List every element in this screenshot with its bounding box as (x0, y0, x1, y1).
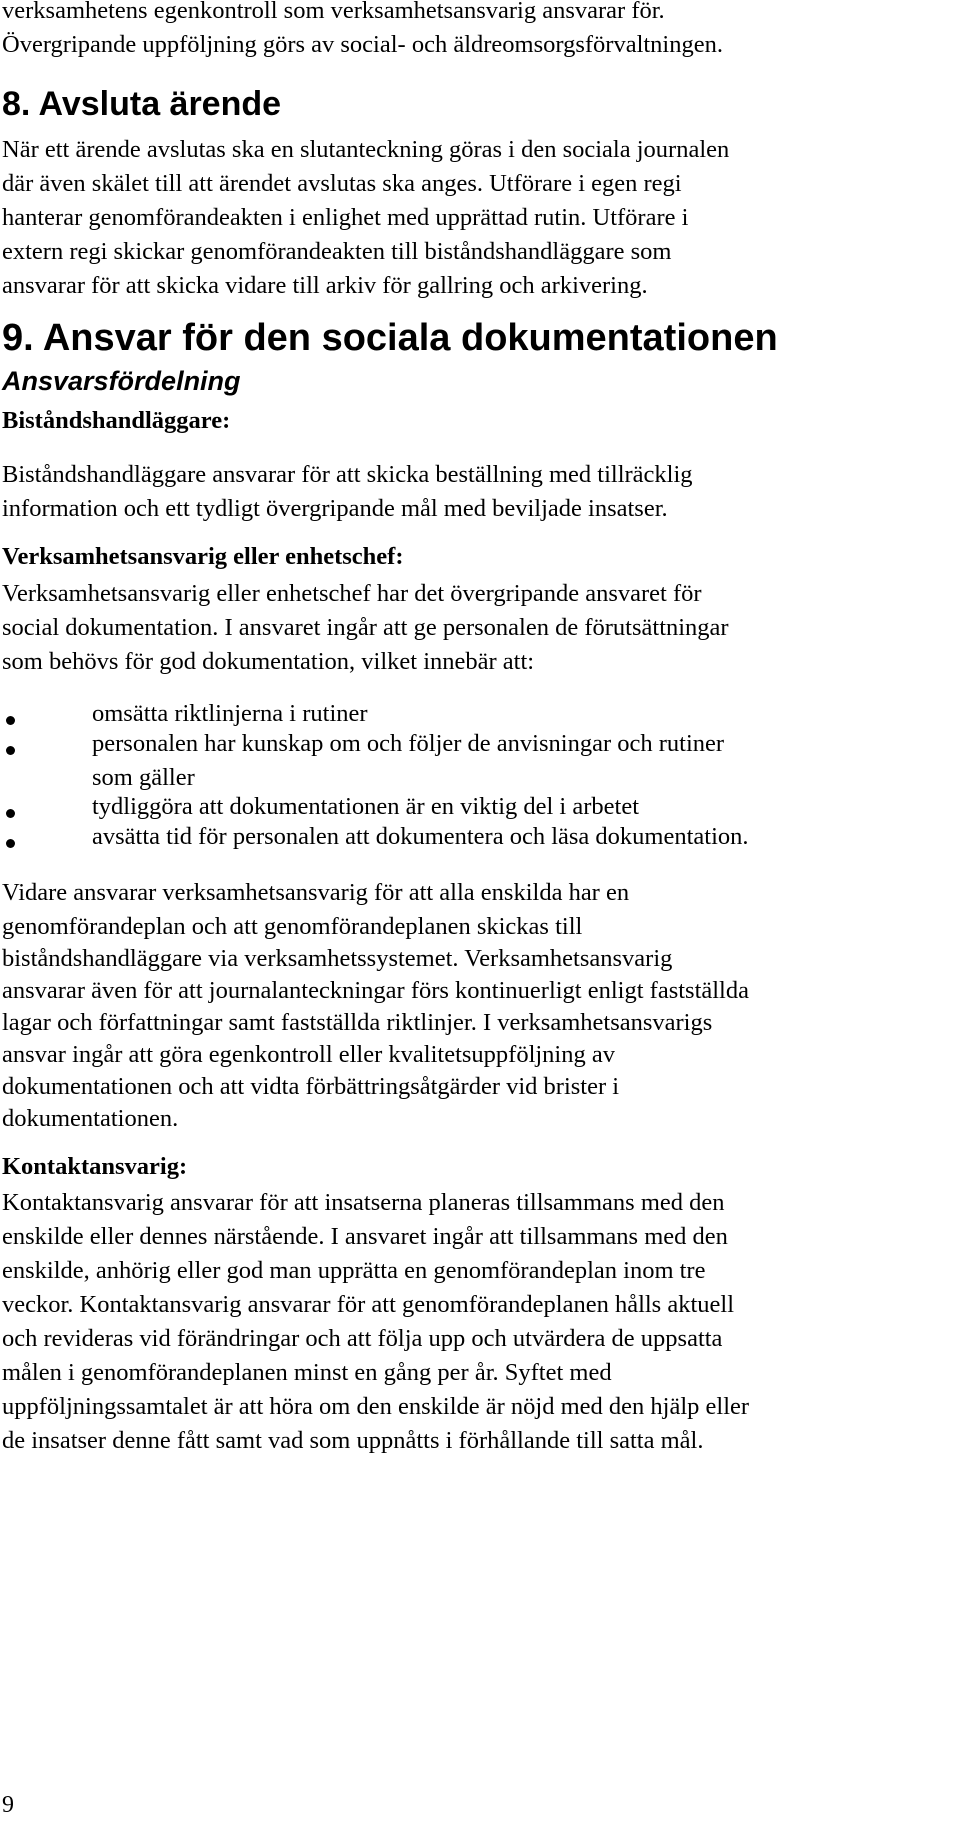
kontakt-line-4: veckor. Kontaktansvarig ansvarar för att genomförandeplanen hålls aktuell (2, 1291, 735, 1318)
kontakt-line-3: enskilde, anhörig eller god man upprätta en genomförandeplan inom tre (2, 1257, 706, 1284)
bullet-text: omsätta riktlinjerna i rutiner (92, 700, 368, 727)
section-8-line-5: ansvarar för att skicka vidare till arkiv för gallring och arkivering. (2, 272, 648, 299)
bullet-dot (6, 839, 15, 848)
section-8-heading: 8. Avsluta ärende (2, 85, 282, 123)
verksamhet-more-line-2: genomförandeplan och att genomförandeplanen skickas till (2, 913, 583, 940)
section-8-line-4: extern regi skickar genomförandeakten till biståndshandläggare som (2, 238, 672, 265)
intro-line-2: Övergripande uppföljning görs av social- och äldreomsorgsförvaltningen. (2, 31, 723, 58)
bullet-dot (6, 809, 15, 818)
verksamhet-more-line-1: Vidare ansvarar verksamhetsansvarig för att alla enskilda har en (2, 879, 630, 906)
verksamhet-more-line-5: lagar och författningar samt fastställda riktlinjer. I verksamhetsansvarigs (2, 1009, 713, 1036)
kontakt-line-1: Kontaktansvarig ansvarar för att insatserna planeras tillsammans med den (2, 1189, 725, 1216)
intro-line-1: verksamhetens egenkontroll som verksamhetsansvarig ansvarar för. (2, 0, 665, 24)
section-8-line-1: När ett ärende avslutas ska en slutanteckning göras i den sociala journalen (2, 136, 730, 163)
bullet-text: tydliggöra att dokumentationen är en viktig del i arbetet (92, 793, 640, 820)
section-8-line-2: där även skälet till att ärendet avslutas ska anges. Utförare i egen regi (2, 170, 682, 197)
ansvarsfordelning-heading: Ansvarsfördelning (2, 366, 241, 396)
verksamhet-line-2: social dokumentation. I ansvaret ingår att ge personalen de förutsättningar (2, 614, 729, 641)
verksamhetsansvarig-title: Verksamhetsansvarig eller enhetschef: (2, 543, 404, 570)
verksamhet-line-1: Verksamhetsansvarig eller enhetschef har det övergripande ansvaret för (2, 580, 702, 607)
kontaktansvarig-title: Kontaktansvarig: (2, 1153, 188, 1180)
verksamhet-more-line-4: ansvarar även för att journalanteckningar förs kontinuerligt enligt fastställda (2, 977, 749, 1004)
bistandshandlaggare-title: Biståndshandläggare: (2, 407, 231, 434)
kontakt-line-8: de insatser denne fått samt vad som uppnåtts i förhållande till satta mål. (2, 1427, 704, 1454)
kontakt-line-7: uppföljningssamtalet är att höra om den enskilde är nöjd med den hjälp eller (2, 1393, 750, 1420)
bistand-line-2: information och ett tydligt övergripande mål med beviljade insatser. (2, 495, 668, 522)
section-8-line-3: hanterar genomförandeakten i enlighet med upprättad rutin. Utförare i (2, 204, 689, 231)
bullet-text: avsätta tid för personalen att dokumentera och läsa dokumentation. (92, 823, 749, 850)
verksamhet-more-line-3: biståndshandläggare via verksamhetssystemet. Verksamhetsansvarig (2, 945, 673, 972)
bullet-text-continuation: som gäller (92, 764, 195, 791)
section-9-heading: 9. Ansvar för den sociala dokumentationen (2, 317, 778, 359)
bullet-dot (6, 716, 15, 725)
verksamhet-more-line-6: ansvar ingår att göra egenkontroll eller kvalitetsuppföljning av (2, 1041, 615, 1068)
verksamhet-line-3: som behövs för god dokumentation, vilket innebär att: (2, 648, 535, 675)
verksamhet-more-line-8: dokumentationen. (2, 1105, 179, 1132)
bistand-line-1: Biståndshandläggare ansvarar för att skicka beställning med tillräcklig (2, 461, 693, 488)
kontakt-line-5: och revideras vid förändringar och att följa upp och utvärdera de uppsatta (2, 1325, 723, 1352)
page-number: 9 (2, 1792, 14, 1818)
verksamhet-more-line-7: dokumentationen och att vidta förbättringsåtgärder vid brister i (2, 1073, 620, 1100)
bullet-text: personalen har kunskap om och följer de anvisningar och rutiner (92, 730, 725, 757)
bullet-dot (6, 746, 15, 755)
kontakt-line-2: enskilde eller dennes närstående. I ansvaret ingår att tillsammans med den (2, 1223, 728, 1250)
kontakt-line-6: målen i genomförandeplanen minst en gång per år. Syftet med (2, 1359, 612, 1386)
